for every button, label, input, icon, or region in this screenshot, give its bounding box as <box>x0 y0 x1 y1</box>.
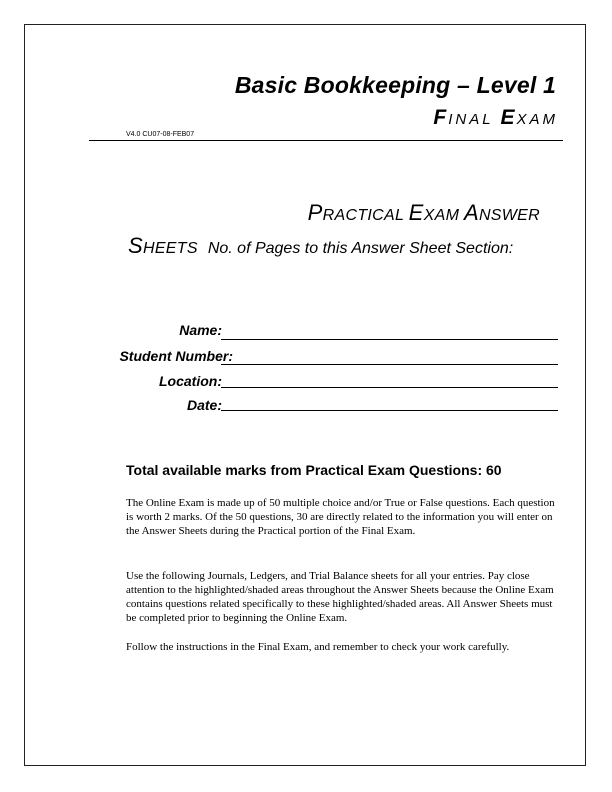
exam-subtitle: FINAL EXAM <box>433 106 558 129</box>
location-label: Location: <box>159 373 222 389</box>
pages-label: No. of Pages to this Answer Sheet Section: <box>207 240 514 257</box>
location-field[interactable] <box>221 387 558 388</box>
version-code: V4.0 CU07-08-FEB07 <box>126 131 195 138</box>
name-field[interactable] <box>221 339 558 340</box>
name-label: Name: <box>179 322 222 338</box>
instructions-paragraph-2: Use the following Journals, Ledgers, and Trial Balance sheets for all your entries. Pay close attention to the highlighted/shaded areas throughout the Answer Sheets because the Online Exam contains questions related specifically to these highlighted/shaded areas. All Answer Sheets must be completed prior to beginning the Online Exam. <box>126 570 554 624</box>
date-field[interactable] <box>221 410 558 411</box>
instructions-paragraph-1: The Online Exam is made up of 50 multiple choice and/or True or False questions. Each question is worth 2 marks. Of the 50 questions, 30 are directly related to the information you will enter on the Answer Sheets during the Practical portion of the Final Exam. <box>126 497 555 537</box>
total-marks: Total available marks from Practical Exam Questions: 60 <box>126 462 502 478</box>
student-number-field[interactable] <box>221 364 558 365</box>
student-number-label: Student Number: <box>119 348 233 364</box>
header-divider <box>89 140 563 141</box>
page-border <box>24 24 586 766</box>
instructions-paragraph-3: Follow the instructions in the Final Exam, and remember to check your work carefully. <box>126 641 510 653</box>
section-heading-continued: SHEETS No. of Pages to this Answer Sheet Section: <box>128 233 514 258</box>
date-label: Date: <box>186 397 222 413</box>
section-heading: PRACTICAL EXAM ANSWER <box>307 200 540 225</box>
exam-title: Basic Bookkeeping – Level 1 <box>234 72 556 98</box>
